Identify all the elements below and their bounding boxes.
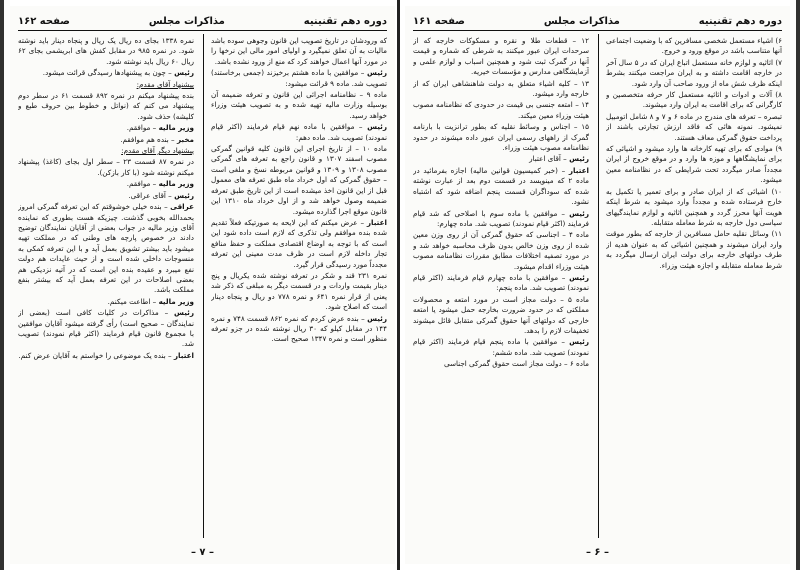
- paragraph-text: – موافقم.: [126, 179, 157, 189]
- paragraph: [413, 79, 589, 100]
- paragraph: [18, 91, 194, 122]
- paragraph: [18, 308, 194, 350]
- paragraph-text: – مذاکرات در کلیات کافی است (بعضی از نمایندگان – صحیح است) رأی گرفته میشود آقایان موافقین با مجموع قانون قیام فرمایند (اکثر قیام نمودند) تصویب شد.: [18, 308, 194, 349]
- scan-right-edge: [796, 0, 800, 570]
- paragraph-text: پیشنهاد دیگر آقای مقدم:: [121, 146, 194, 156]
- paragraph-text: – بنده یک موضوعی را خواستم به آقایان عرض کنم.: [18, 350, 172, 360]
- speaker-name: رئیس: [174, 68, 194, 78]
- left-page-footer-number: – ۷ –: [190, 547, 215, 558]
- speaker-name: اعتبار: [568, 165, 589, 175]
- right-page-right-column: [606, 36, 782, 536]
- paragraph: [211, 36, 387, 67]
- paragraph-text: ماده ۹ – نظامنامه اجرائی این قانون و تعرفه ضمیمه آن بوسیله وزارت مالیه تهیه شده و به تصویب هیئت وزراء خواهد رسید.: [211, 90, 387, 120]
- speaker-name: وزیر مالیه: [158, 179, 194, 189]
- paragraph-text: ۱۱) وسائل نقلیه حامل مسافرین از خارجه که بطور موقت وارد ایران میشوند و همچنین اشیائی که به عنوان هدیه از طرف دولتهای خارجه برای دولت ایران ارسال میگردد به شرط معامله متقابله و اجازه هیئت وزراء.: [606, 229, 782, 270]
- paragraph-text: بنده پیشنهاد میکنم در نمره ۸۹۲ قسمت ۶۱ در سطر دوم پیشنهاد می کنم که (نواتل و خطوط بین حروف طبع و کلیشه) حذف شود.: [18, 91, 194, 121]
- left-page: [10, 6, 395, 564]
- paragraph-text: – آقای عراقی.: [128, 190, 172, 200]
- paragraph: [18, 123, 194, 133]
- speaker-name: وزیر مالیه: [158, 123, 194, 133]
- paragraph: [413, 359, 589, 369]
- speaker-name: عراقی: [170, 202, 194, 212]
- paragraph-text: – عرض میکنم که این لایحه به صورتیکه فعلاً تقدیم شده بنده موافقم ولی تذکری که لازم است داده شود این است که با توجه به اوضاع اقتصادی مملکت و حفظ منافع تجار داخله لازم است در ظرف مدت معینی این تعرفه مجدداً مورد رسیدگی قرار گیرد.: [211, 217, 387, 269]
- paragraph-text: ۶) اشیاء مستعمل شخصی مسافرین که با وضعیت اجتماعی آنها متناسب باشد در موقع ورود و خروج.: [606, 36, 782, 56]
- paragraph: [211, 218, 387, 270]
- speaker-name: وزیر مالیه: [158, 296, 194, 306]
- speaker-name: اعتبار: [173, 350, 194, 360]
- left-page-left-column: [18, 36, 194, 536]
- speaker-name: رئیس: [569, 154, 589, 164]
- left-page-session-label: دوره دهم تقنینیه: [303, 15, 387, 27]
- paragraph: [211, 122, 387, 143]
- paragraph-text: – بنده خیلی خوشوقتم که این تعرفه گمرکی امروز بحمدالله بخوبی گذشت. چیزیکه هست بطوری که نماینده آقای وزیر مالیه در جواب بعضی از آقایان نمایندگان توضیح دادند در خصوص پارچه های وطنی که در مملکت تهیه میشود باید بیشتر تشویق بعمل آید و با این تعرفه کمکی به منسوجات داخلی شده است و از حیث عایدات هم دولت نفع میبرد و عقیده بنده این است که در آتیه نزدیکی هم بعضی اصلاحات در این تعرفه بعمل آید که بیشتر بنفع مملکت باشد.: [18, 202, 194, 295]
- paragraph-text: – (خبر کمیسیون قوانین مالیه) اجازه بفرمائید در ماده ۲ که مینویسد در قسمت دوم بعد از عبارت نوشته شده که سوداگران قسمت پنجم اضافه شود که اشتباه نشود.: [413, 165, 589, 207]
- paragraph-text: – بنده عرض کردم که نمره ۸۶۲ قسمت ۷۴۸ و نمره ۱۴۴ در مقابل کیلو که ۳۰ ریال نوشته شده در جزو تعرفه منظور است و نمره ۱۳۴۷ صحیح است.: [211, 313, 387, 344]
- right-page: [405, 6, 790, 564]
- paragraph: [606, 112, 782, 143]
- left-page-number-label: صفحه ۱۶۲: [18, 15, 70, 27]
- paragraph: [413, 122, 589, 153]
- speaker-name: رئیس: [367, 68, 387, 78]
- paragraph-text: در نمره ۸۷ قسمت ۲۳ – سطر اول بجای (کاغذ) پیشنهاد میکنم نوشته شود (با کار بازکن).: [18, 157, 194, 177]
- paragraph-text: – موافقین با ماده نهم قیام فرمایند (اکثر قیام نمودند) تصویب شد. ماده دهم:: [211, 122, 387, 142]
- speaker-name: رئیس: [367, 122, 387, 132]
- paragraph: [413, 273, 589, 294]
- paragraph-text: – موافقم.: [126, 123, 157, 133]
- paragraph-text: ماده ۱۰ – از تاریخ اجرای این قانون کلیه قوانین گمرکی مصوب اسفند ۱۳۰۷ و قانون راجع به تعرفه های گمرکی مصوب ۱۳۰۸ و ۱۳۰۹ و قوانین مربوطه نسخ و ملغی است – حقوق گمرکی که اول خرداد ماه طبق تعرفه های معمول قبل از این قانون اخذ میشده است از این تاریخ طبق تعرفه ضمیمه وصول خواهد شد و از اول خرداد ماه ۱۳۱۰ این قانون موقع اجرا گذارده میشود.: [211, 144, 387, 216]
- paragraph: [18, 36, 194, 67]
- paragraph-text: – موافقین با ماده سوم با اصلاحی که شد قیام فرمایند (اکثر قیام نمودند) تصویب شد. ماده چهارم:: [413, 208, 589, 228]
- paragraph-text: ماده ۶ – دولت مجاز است حقوق گمرکی اجناسی: [443, 359, 589, 369]
- right-page-header: [413, 12, 782, 30]
- paragraph: [606, 187, 782, 229]
- speaker-name: رئیس: [174, 190, 194, 200]
- speaker-name: مخبر: [176, 134, 194, 144]
- paragraph: [18, 202, 194, 296]
- right-column-divider: [598, 34, 599, 538]
- speaker-name: رئیس: [569, 208, 589, 218]
- paragraph: [211, 68, 387, 89]
- paragraph-text: نمره ۲۳۱ قند و شکر در تعرفه نوشته شده یکریال و پنج دینار بقیمت واردات و در قسمت دیگر به مبلغی که ذکر شد یعنی از قرار نمره ۶۴۱ و نمره ۷۷۸ دو ریال و پنجاه دینار است که اصلاح شود.: [211, 270, 387, 312]
- paragraph: [18, 146, 194, 156]
- left-page-header: [18, 12, 387, 30]
- paragraph-text: که ورودشان در تاریخ تصویب این قانون وجوهی سوده باشد مالیات به آن تعلق نمیگیرد و اولیای امور مالی این نرخها را در مورد آنها اعمال خواهند کرد که منع از ورود نشده باشد.: [211, 36, 387, 66]
- scan-left-edge: [0, 0, 4, 570]
- book-spine: [397, 0, 400, 570]
- paragraph-text: ۱۲ – قطعات طلا و نقره و مسکوکات خارجه که از سرحدات ایران عبور میکنند به شرطی که شماره و قیمت آنها در گمرک ثبت شود و همچنین اسباب و لوازم علمی و آزمایشگاهی مدارس و مؤسسات خیریه.: [413, 36, 589, 77]
- speaker-name: رئیس: [174, 308, 194, 318]
- right-page-journal-title: مذاکرات مجلس: [543, 15, 620, 27]
- paragraph: [18, 351, 194, 361]
- right-header-rule: [413, 30, 782, 31]
- paragraph: [606, 58, 782, 89]
- right-page-session-label: دوره دهم تقنینیه: [698, 15, 782, 27]
- paragraph: [606, 229, 782, 271]
- speaker-name: رئیس: [569, 272, 589, 282]
- paragraph-text: ۱۴ – امتعه جنسی بی قیمت در حدودی که نظامنامه مصوب هیئت وزراء معین میکند.: [413, 100, 589, 120]
- paragraph-text: ماده ۴ – اجناسی که حقوق گمرکی آن از روی وزن معین شده از روی وزن خالص بدون ظرف محاسبه خواهد شد و در مورد تصفیه اختلافات مطابق مقررات نظامنامه مصوب هیئت وزراء اقدام میشود.: [413, 230, 589, 271]
- paragraph: [211, 90, 387, 121]
- speaker-name: رئیس: [569, 337, 589, 347]
- speaker-name: رئیس: [367, 313, 387, 323]
- left-header-rule: [18, 30, 387, 31]
- paragraph-text: ۱۳ – کلیه اشیاء متعلق به دولت شاهنشاهی ایران که از خارجه وارد میشود.: [413, 78, 589, 99]
- paragraph: [606, 144, 782, 186]
- paragraph: [606, 90, 782, 111]
- paragraph: [18, 157, 194, 178]
- paragraph: [413, 100, 589, 121]
- paragraph-text: ۸) آلات و ادوات و اثاثیه مستعمل کار حرفه متخصصین و کارگرانی که برای اقامت به ایران وارد میشوند.: [606, 90, 782, 110]
- right-page-footer-number: – ۶ –: [585, 547, 610, 558]
- paragraph-text: ماده ۵ – دولت مجاز است در مورد امتعه و محصولات مملکتی که در حدود ضرورت بخارجه حمل میشود یا امتعه خارجی که دولتهای آنها حقوق گمرکی متقابل قائل میشوند تخفیفات لازم را بدهد.: [413, 294, 589, 335]
- paragraph: [18, 191, 194, 201]
- paragraph-text: نمره ۱۳۳۸ بجای ده ریال یک ریال و پنجاه دینار باید نوشته شود. در نمره ۹۸۵ در مقابل کفش های ابریشمی بجای ۶۲ ریال ۶۰ ریال باید نوشته شود.: [18, 36, 194, 66]
- right-page-left-column: [413, 36, 589, 536]
- paragraph-text: – اطاعت میکنم.: [107, 296, 157, 306]
- left-page-right-column: [211, 36, 387, 536]
- paragraph: [18, 80, 194, 90]
- paragraph: [18, 135, 194, 145]
- right-page-number-label: صفحه ۱۶۱: [413, 15, 465, 27]
- left-page-journal-title: مذاکرات مجلس: [148, 15, 225, 27]
- paragraph: [413, 154, 589, 164]
- paragraph-text: ۱۵ – اجناس و وسائط نقلیه که بطور ترانزیت با بارنامه گمرک از راههای رسمی ایران عبور داده میشوند در حدود نظامنامه مصوب هیئت وزراء.: [413, 122, 589, 153]
- paragraph-text: – موافقین با ماده چهارم قیام فرمایند (اکثر قیام نمودند) تصویب شد. ماده پنجم:: [413, 272, 589, 293]
- paragraph: [413, 230, 589, 272]
- paragraph: [413, 337, 589, 358]
- paragraph: [211, 144, 387, 217]
- paragraph-text: – آقای اعتبار: [529, 154, 567, 164]
- paragraph: [413, 36, 589, 78]
- paragraph: [211, 314, 387, 345]
- paragraph-text: – بنده هم موافقم.: [120, 134, 175, 144]
- paragraph-text: ۷) اثاثیه و لوازم خانه مستعمل اتباع ایران که در ۵ سال آخر در خارجه اقامت داشته و به ایران مراجعت میکنند بشرط اینکه ظرف شش ماه از ورود صاحب آن وارد شود.: [606, 57, 782, 88]
- paragraph: [606, 36, 782, 57]
- paragraph-text: تبصره – تعرفه های مندرج در ماده ۶ و ۷ و ۸ شامل اتومبیل نمیشود. نمونه هائی که فاقد ارزش تجارتی باشند از پرداخت حقوق گمرکی معاف هستند.: [606, 111, 782, 142]
- paragraph-text: پیشنهاد آقای مقدم:: [136, 79, 194, 89]
- paragraph: [18, 297, 194, 307]
- paragraph: [18, 179, 194, 189]
- paragraph: [211, 271, 387, 313]
- paragraph: [18, 68, 194, 78]
- paragraph-text: – موافقین با ماده پنجم قیام فرمایند (اکثر قیام نمودند) تصویب شد. ماده ششم:: [413, 337, 589, 357]
- left-column-divider: [203, 34, 204, 538]
- paragraph-text: ۹) موادی که برای تهیه کارخانه ها وارد میشود و اشیائی که برای نمایشگاهها و موزه ها وارد و در موقع خروج از ایران مجدداً صادر میگردد تحت شرایطی که در نظامنامه معین میشود.: [606, 144, 782, 185]
- paragraph: [413, 295, 589, 337]
- paragraph: [413, 166, 589, 208]
- paragraph-text: – موافقین با ماده هشتم برخیزند (جمعی برخاستند) تصویب شد. ماده ۹ قرائت میشود:: [211, 68, 387, 88]
- paragraph-text: ۱۰) اشیائی که از ایران صادر و برای تعمیر یا تکمیل به خارج فرستاده شده و مجدداً وارد میشود به شرط اینکه هویت آنها محرز گردد و همچنین اثاثیه و لوازم نمایندگیهای سیاسی دول خارجه به شرط معامله متقابله.: [606, 186, 782, 227]
- paragraph: [413, 209, 589, 230]
- speaker-name: اعتبار: [366, 217, 387, 227]
- paragraph-text: – چون به پیشنهادها رسیدگی قرائت میشود.: [42, 68, 172, 78]
